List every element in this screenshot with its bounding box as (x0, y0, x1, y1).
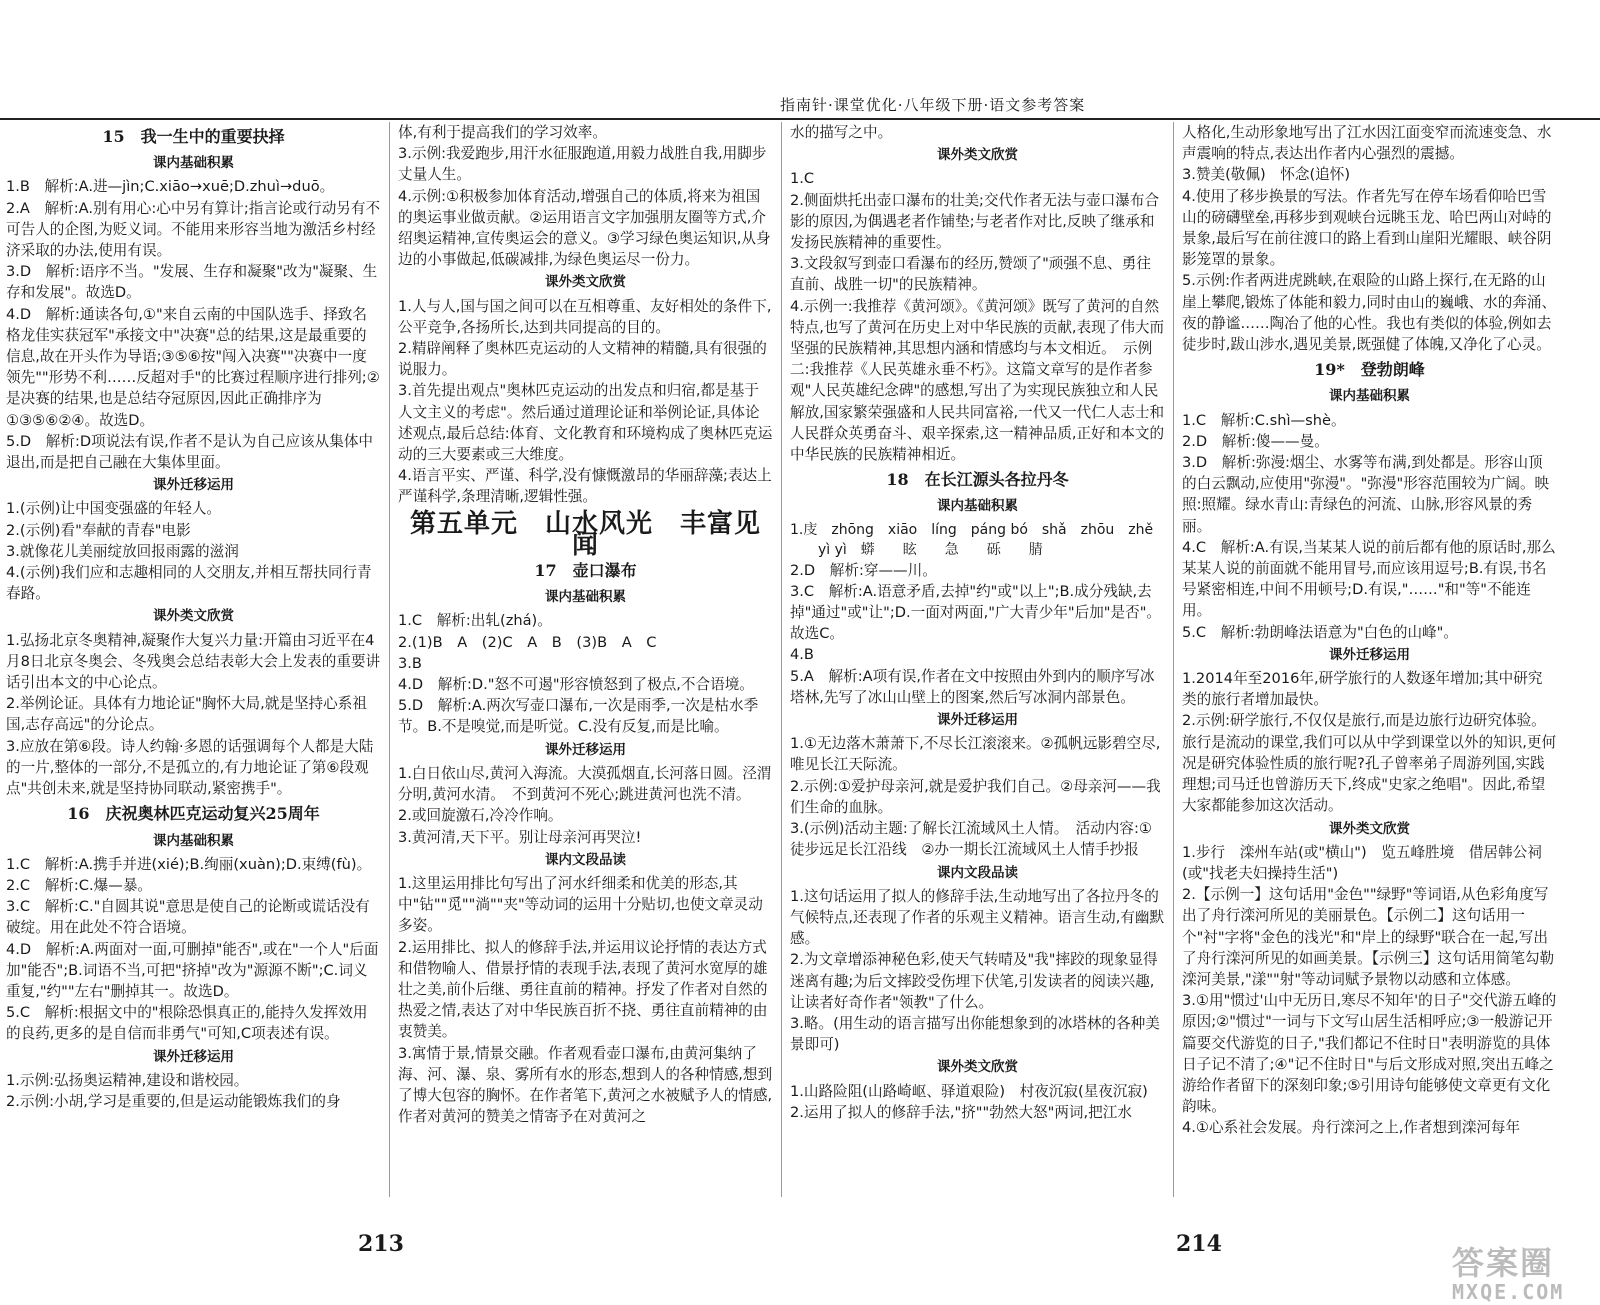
pinyin-line: 1.庋 zhōng xiāo líng páng bó shǎ zhōu zhě (790, 521, 1154, 538)
page-number-left: 213 (358, 1231, 404, 1257)
answer-paragraph: 1.①无边落木萧萧下,不尽长江滚滚来。②孤帆远影碧空尽,唯见长江天际流。 (790, 735, 1161, 774)
answer-paragraph: 3.①用"惯过'山中无历日,寒尽不知年'的日子"交代游五峰的原因;②"惯过"一词与下文写山居生活相呼应;③一般游记开篇要交代游览的日子,"我们都记不住时日"表明游览的具体日子记不清了;④"记不住时日"与后文形成对照,突出五峰之游给作者留下的深刻印象;⑤引用诗句能够使文章更有文化韵味。 (1182, 992, 1557, 1116)
section-heading: 课外迁移运用 (153, 477, 234, 494)
watermark-url: MXQE.COM (1452, 1280, 1565, 1304)
answer-paragraph: 1.2014年至2016年,研学旅行的人数逐年增加;其中研究类的旅行者增加最快。 (1182, 670, 1543, 709)
section-heading: 课外迁移运用 (545, 741, 626, 758)
section-heading: 课外迁移运用 (937, 712, 1018, 729)
answer-paragraph: 1.C 解析:A.携手并进(xié);B.绚丽(xuàn);D.束缚(fù)。 (6, 855, 372, 873)
answer-paragraph: 3.首先提出观点"奥林匹克运动的出发点和归宿,都是基于人文主义的考虑"。然后通过道理论证和举例论证,具体论述观点,最后总结:体育、文化教育和环境构成了奥林匹克运动的三大要素或三大维度。 (398, 382, 773, 464)
answer-paragraph: 2.(1)B A (2)C A B (3)B A C (398, 633, 657, 651)
answer-paragraph: 3.D 解析:语序不当。"发展、生存和凝聚"改为"凝聚、生存和发展"。故选D。 (6, 263, 378, 302)
lesson-title: 15 我一生中的重要抉择 (102, 127, 285, 146)
section-heading: 课内基础积累 (937, 498, 1018, 515)
answer-paragraph: 3.就像花儿美丽绽放回报雨露的滋润 (6, 542, 239, 560)
answer-paragraph: 3.D 解析:弥漫:烟尘、水雾等布满,到处都是。形容山顶的白云飘动,应使用"弥漫"。"弥漫"形容范围较为广阔。映照:照耀。绿水青山:青绿色的河流、山脉,形容风景的秀丽。 (1182, 454, 1550, 535)
answer-paragraph: 1.白日依山尽,黄河入海流。大漠孤烟直,长河落日圆。泾渭分明,黄河水清。 不到黄河不死心;跳进黄河也洗不清。 (398, 764, 772, 804)
answer-paragraph: 2.A 解析:A.别有用心:心中另有算计;指言论或行动另有不可告人的企图,为贬义词。不能用来形容当地为激活乡村经济采取的办法,使用有误。 (6, 199, 381, 260)
answer-paragraph: 2.示例:①爱护母亲河,就是爱护我们自己。②母亲河——我们生命的血脉。 (790, 777, 1161, 816)
answer-paragraph: 水的描写之中。 (790, 124, 893, 141)
answer-paragraph: 2.(示例)看"奉献的青春"电影 (6, 521, 191, 539)
answer-paragraph: 2.侧面烘托出壶口瀑布的壮美;交代作者无法与壶口瀑布合影的原因,为偶遇老者作铺垫;与老者作对比,反映了继承和发扬民族精神的重要性。 (790, 191, 1160, 252)
column-4 (1182, 122, 1557, 1202)
answer-paragraph: 2.C 解析:C.爆—暴。 (6, 876, 153, 894)
answer-paragraph: 1.C 解析:C.shì—shè。 (1182, 411, 1346, 429)
answer-paragraph: 4.①心系社会发展。舟行滦河之上,作者想到滦河每年 (1182, 1119, 1521, 1137)
answer-paragraph: 1.B 解析:A.进—jìn;C.xiāo→xuē;D.zhuì→duō。 (6, 178, 335, 196)
answer-paragraph: 1.弘扬北京冬奥精神,凝聚作大复兴力量:开篇由习近平在4月8日北京冬奥会、冬残奥会总结表彰大会上发表的重要讲话引出本文的中心论点。 (6, 631, 381, 692)
lesson-title: 17 壶口瀑布 (534, 561, 637, 581)
unit-title: 第五单元 山水风光 丰富见闻 (409, 508, 761, 560)
header-title: 指南针·课堂优化·八年级下册·语文参考答案 (780, 96, 1086, 114)
answer-paragraph: 4.B (790, 646, 814, 664)
section-heading: 课外迁移运用 (153, 1048, 234, 1065)
column-divider (781, 122, 782, 1197)
answer-paragraph: 3.应放在第⑥段。诗人约翰·多恩的话强调每个人都是大陆的一片,整体的一部分,不是孤立的,有力地论证了第⑥段观点"共创未来,就是坚持协同联动,紧密携手"。 (6, 737, 374, 798)
answer-paragraph: 4.使用了移步换景的写法。作者先写在停车场看仰哈巴雪山的磅礴壁垒,再移步到观峡台远眺玉龙、哈巴两山对峙的景象,最后写在前往渡口的路上看到山崖阳光耀眼、峡谷阴影笼罩的景象。 (1182, 187, 1552, 269)
answer-paragraph: 2.【示例一】这句话用"金色""绿野"等词语,从色彩角度写出了舟行滦河所见的美丽景色。【示例二】这句话用一个"衬"字将"金色的浅光"和"岸上的绿野"联合在一起,写出了舟行滦河所见的如画美景。【示例三】这句话用简笔勾勒滦河美景,"漾""射"等动词赋予景物以动感和立体感。 (1182, 886, 1555, 988)
section-heading: 课内基础积累 (1329, 388, 1410, 405)
answer-paragraph: 4.示例一:我推荐《黄河颂》。《黄河颂》既写了黄河的自然特点,也写了黄河在历史上对中华民族的贡献,表现了伟大而坚强的民族精神,其思想内涵和情感均与本文相近。 示例二:我推荐《人民英雄永垂不朽》。这篇文章写的是作者参观"人民英雄纪念碑"的感想,写出了为实现民族独立和人民解放,国家繁荣强盛和人民共同富裕,一代又一代仁人志士和人民群众英勇奋斗、艰辛探索,这一精神品质,正好和本文的中华民族的民族精神相近。 (790, 297, 1165, 464)
answer-paragraph: 3.黄河清,天下平。别让母亲河再哭泣! (398, 828, 642, 846)
section-heading: 课内基础积累 (153, 832, 234, 849)
answer-paragraph: 3.寓情于景,情景交融。作者观看壶口瀑布,由黄河集纳了海、河、瀑、泉、雾所有水的形态,想到人的各种情感,想到了博大包容的胸怀。在作者笔下,黄河之水被赋予人的情感,作者对黄河的赞美之情寄予在对黄河之 (398, 1044, 773, 1126)
section-heading: 课外类文欣赏 (153, 608, 234, 625)
answer-paragraph: 5.A 解析:A项有误,作者在文中按照由外到内的顺序写冰塔林,先写了冰山山壁上的图案,然后写冰洞内部景色。 (790, 667, 1155, 706)
pinyin-line: yì yì 蟒 眩 急 砾 腈 (790, 541, 1043, 558)
answer-paragraph: 4.C 解析:A.有误,当某某人说的前后都有他的原话时,那么某某人说的前面就不能用冒号,而应该用逗号;B.有误,书名号紧密相连,中间不用顿号;D.有误,"……"和"等"不能连用。 (1182, 538, 1556, 620)
answer-paragraph: 4.D 解析:D."怒不可遏"形容愤怒到了极点,不合语境。 (398, 676, 754, 694)
answer-paragraph: 5.D 解析:A.两次写壶口瀑布,一次是雨季,一次是枯水季节。B.不是嗅觉,而是听觉。C.没有反复,而是比喻。 (398, 697, 759, 736)
answer-paragraph: 1.这里运用排比句写出了河水纤细柔和优美的形态,其中"钻""觅""淌""夹"等动词的运用十分贴切,也使文章灵动多姿。 (398, 874, 763, 935)
answer-paragraph: 1.示例:弘扬奥运精神,建设和谐校园。 (6, 1071, 249, 1089)
section-heading: 课内基础积累 (153, 155, 234, 172)
answer-paragraph: 4.D 解析:A.两面对一面,可删掉"能否",或在"一个人"后面加"能否";B.词语不当,可把"挤掉"改为"源源不断";C.词义重复,"约""左右"删掉其一。故选D。 (6, 940, 379, 1000)
answer-paragraph: 1.C 解析:出轧(zhá)。 (398, 612, 552, 630)
answer-paragraph: 5.C 解析:根据文中的"根除恐惧真正的,能持久发挥效用的良药,更多的是自信而非勇气"可知,C项表述有误。 (6, 1004, 368, 1043)
column-2 (398, 122, 773, 1202)
watermark-text: 答案圈 (1452, 1244, 1555, 1282)
answer-paragraph: 5.C 解析:勃朗峰法语意为"白色的山峰"。 (1182, 623, 1458, 641)
answer-paragraph: 2.示例:小胡,学习是重要的,但是运动能锻炼我们的身 (6, 1092, 341, 1110)
answer-paragraph: 3.(示例)活动主题:了解长江流域风土人情。 活动内容:①徒步远足长江沿线 ②办一期长江流域风土人情手抄报 (790, 820, 1152, 859)
answer-paragraph: 2.或回旋激石,冷冷作响。 (398, 807, 563, 825)
answer-paragraph: 2.运用了拟人的修辞手法,"挤""勃然大怒"两词,把江水 (790, 1103, 1132, 1121)
answer-paragraph: 4.(示例)我们应和志趣相同的人交朋友,并相互帮扶同行青春路。 (6, 564, 372, 603)
section-heading: 课内基础积累 (545, 589, 626, 606)
section-heading: 课外类文欣赏 (937, 147, 1018, 164)
answer-paragraph: 1.C (790, 170, 815, 188)
answer-paragraph: 2.D 解析:穿——川。 (790, 561, 937, 579)
answer-paragraph: 4.示例:①积极参加体育活动,增强自己的体质,将来为祖国的奥运事业做贡献。②运用语言文字加强朋友圈等方式,介绍奥运精神,宣传奥运会的意义。③学习绿色奥运知识,从身边的小事做起,低碳减排,为绿色奥运尽一份力。 (398, 187, 771, 269)
section-heading: 课内文段品读 (545, 851, 626, 868)
lesson-title: 16 庆祝奥林匹克运动复兴25周年 (67, 804, 320, 824)
answer-paragraph: 2.举例论证。具体有力地论证"胸怀大局,就是坚持心系祖国,志存高远"的分论点。 (6, 695, 367, 734)
answer-paragraph: 2.D 解析:傻——曼。 (1182, 432, 1329, 450)
answer-paragraph: 3.B (398, 654, 422, 672)
answer-paragraph: 2.为文章增添神秘色彩,使天气转晴及"我"摔跤的现象显得迷离有趣;为后文摔跤受伤埋下伏笔,引发读者的阅读兴趣,让读者好奇作者"领教"了什么。 (790, 951, 1158, 1011)
answer-paragraph: 3.C 解析:A.语意矛盾,去掉"约"或"以上";B.成分残缺,去掉"通过"或"让";D.一面对两面,"广大青少年"后加"是否"。故选C。 (790, 582, 1162, 643)
answer-paragraph: 2.运用排比、拟人的修辞手法,并运用议论抒情的表达方式和借物喻人、借景抒情的表现手法,表现了黄河水宽厚的雄壮之美,前仆后继、勇往直前的精神。抒发了作者对自然的热爱之情,表达了对中华民族百折不挠、勇往直前精神的由衷赞美。 (398, 938, 768, 1041)
lesson-title: 19* 登勃朗峰 (1314, 360, 1425, 380)
answer-paragraph: 1.山路险阻(山路崎岖、驿道艰险) 村夜沉寂(星夜沉寂) (790, 1082, 1148, 1100)
answer-paragraph: 4.语言平实、严谨、科学,没有慷慨激昂的华丽辞藻;表达上严谨科学,条理清晰,逻辑性强。 (398, 467, 772, 506)
column-1 (6, 122, 381, 1202)
answer-paragraph: 1.步行 滦州车站(或"横山") 览五峰胜境 借居韩公祠(或"找老夫妇操持生活") (1182, 843, 1542, 882)
answer-paragraph: 4.D 解析:通读各句,①"来自云南的中国队选手、择致名格龙佳实获冠军"承接文中"决赛"总的结果,这是最重要的信息,故在开头作为导语;③⑤⑥按"闯入决赛""决赛中一度领先""形势不利……反超对手"的比赛过程顺序进行排列;②是决赛的结果,也是总结夺冠原因,因此正确排序为①③⑤⑥②④。故选D。 (6, 305, 380, 429)
watermark-logo (1452, 1238, 1600, 1305)
page-number-right: 214 (1176, 1231, 1222, 1257)
answer-paragraph: 3.略。(用生动的语言描写出你能想象到的冰塔林的各种美景即可) (790, 1014, 1160, 1054)
section-heading: 课外迁移运用 (1329, 646, 1410, 663)
section-heading: 课内文段品读 (937, 864, 1018, 881)
section-heading: 课外类文欣赏 (545, 274, 626, 291)
section-heading: 课外类文欣赏 (1329, 820, 1410, 837)
header-rule (0, 118, 1600, 120)
answer-paragraph: 5.D 解析:D项说法有误,作者不是认为自己应该从集体中退出,而是把自己融在大集体里面。 (6, 432, 374, 472)
column-3 (790, 122, 1165, 1202)
answer-paragraph: 3.文段叙写到壶口看瀑布的经历,赞颂了"顽强不息、勇往直前、战胜一切"的民族精神。 (790, 255, 1151, 294)
answer-paragraph: 3.赞美(敬佩) 怀念(追怀) (1182, 166, 1351, 184)
answer-paragraph: 1.人与人,国与国之间可以在互相尊重、友好相处的条件下,公平竞争,各扬所长,达到共同提高的目的。 (398, 297, 772, 336)
answer-paragraph: 体,有利于提高我们的学习效率。 (398, 124, 607, 141)
answer-paragraph: 3.C 解析:C."自圆其说"意思是使自己的论断或谎话没有破绽。用在此处不符合语境。 (6, 898, 370, 937)
answer-paragraph: 5.示例:作者两进虎跳峡,在艰险的山路上探行,在无路的山崖上攀爬,锻炼了体能和毅力,同时由山的巍峨、水的奔涌、夜的静谧……陶冶了他的心性。我也有类似的体验,例如去徒步时,跋山涉水,遇见美景,既强健了体魄,又净化了心灵。 (1182, 272, 1557, 354)
answer-paragraph: 3.示例:我爱跑步,用汗水征服跑道,用毅力战胜自我,用脚步丈量人生。 (398, 145, 767, 184)
answer-paragraph: 2.示例:研学旅行,不仅仅是旅行,而是边旅行边研究体验。旅行是流动的课堂,我们可以从中学到课堂以外的知识,更何况是研究体验性质的旅行呢?孔子曾率弟子周游列国,实践理想;司马迁也曾游历天下,终成"史家之绝唱"。因此,希望大家都能参加这次活动。 (1182, 712, 1557, 815)
lesson-title: 18 在长江源头各拉丹冬 (886, 470, 1069, 490)
answer-paragraph: 1.这句话运用了拟人的修辞手法,生动地写出了各拉丹冬的气候特点,还表现了作者的乐观主义精神。语言生动,有幽默感。 (790, 887, 1165, 948)
column-divider (389, 122, 390, 1197)
answer-paragraph: 2.精辟阐释了奥林匹克运动的人文精神的精髓,具有很强的说服力。 (398, 340, 767, 379)
answer-paragraph: 人格化,生动形象地写出了江水因江面变窄而流速变急、水声震响的特点,表达出作者内心强烈的震撼。 (1182, 124, 1552, 163)
answer-paragraph: 1.(示例)让中国变强盛的年轻人。 (6, 500, 222, 518)
section-heading: 课外类文欣赏 (937, 1059, 1018, 1076)
column-divider (1173, 122, 1174, 1197)
